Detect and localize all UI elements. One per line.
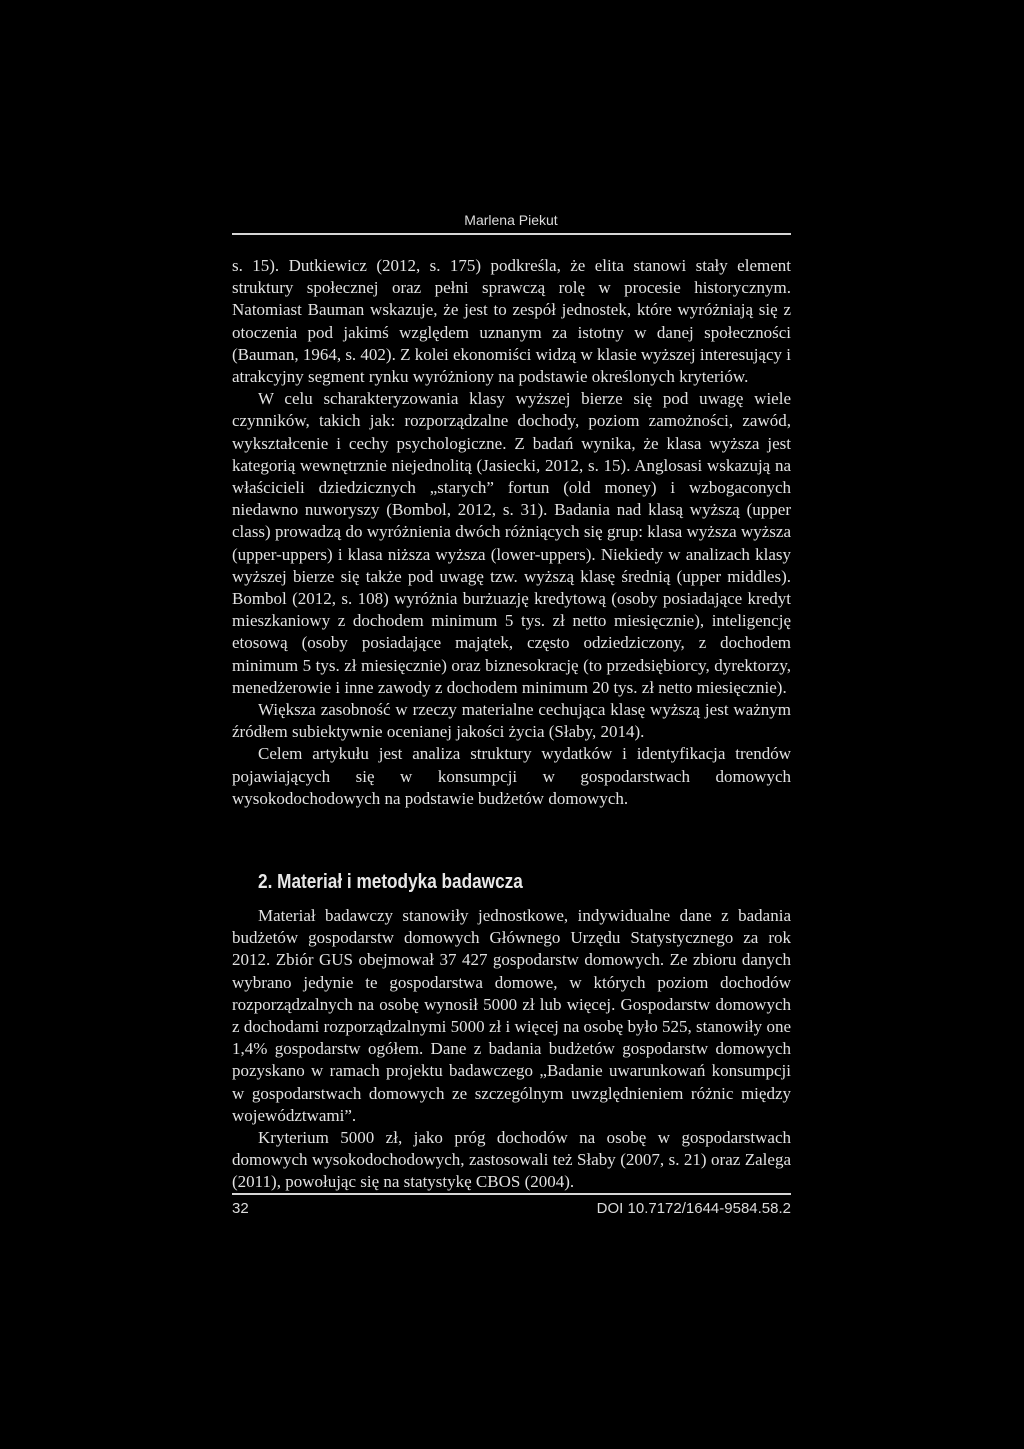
page-number: 32 — [232, 1200, 249, 1217]
paragraph: Większa zasobność w rzeczy materialne cechująca klasę wyższą jest ważnym źródłem subiektywnie ocenianej jakości życia (Słaby, 2014). — [232, 700, 791, 742]
running-header-author: Marlena Piekut — [464, 212, 558, 228]
paragraph: W celu scharakteryzowania klasy wyższej bierze się pod uwagę wiele czynników, takich jak: rozporządzalne dochody, poziom zamożności, zawód, wykształcenie i cechy psychologiczne. Z badań wynika, że klasa wyższa jest kategorią wewnętrznie niejednolitą (Jasiecki, 2012, s. 15). Anglosasi wskazują na właścicieli dziedzicznych „starych” fortun (old money) i wzbogaconych niedawno nuworyszy (Bombol, 2012, s. 31). Badania nad klasą wyższą (upper class) prowadzą do wyróżnienia dwóch różniących się grup: klasa wyższa wyższa (upper-uppers) i klasa niższa wyższa (lower-uppers). Niekiedy w analizach klasy wyższej bierze się także pod uwagę tzw. wyższą klasę średnią (upper middles). Bombol (2012, s. 108) wyróżnia burżuazję kredytową (osoby posiadające kredyt mieszkaniowy z dochodem minimum 5 tys. zł netto miesięcznie), inteligencję etosową (osoby posiadające majątek, często odziedziczony, z dochodem minimum 5 tys. zł miesięcznie) oraz biznesokrację (to przedsiębiorcy, dyrektorzy, menedżerowie i inne zawody z dochodem minimum 20 tys. zł netto miesięcznie). — [232, 389, 791, 697]
footer-rule — [232, 1193, 791, 1195]
header-rule — [232, 233, 791, 235]
paragraph: s. 15). Dutkiewicz (2012, s. 175) podkreśla, że elita stanowi stały element struktury społecznej oraz pełni sprawczą rolę w procesie historycznym. Natomiast Bauman wskazuje, że jest to zespół jednostek, które wyróżniają się z otoczenia pod jakimś względem uznanym za istotny w danej społeczności (Bauman, 1964, s. 402). Z kolei ekonomiści widzą w klasie wyższej interesujący i atrakcyjny segment rynku wyróżniony na podstawie określonych kryteriów. — [232, 256, 791, 387]
body-text — [232, 255, 791, 810]
section-text — [232, 905, 791, 1194]
paragraph: Materiał badawczy stanowiły jednostkowe, indywidualne dane z badania budżetów gospodarstw domowych Głównego Urzędu Statystycznego za rok 2012. Zbiór GUS obejmował 37 427 gospodarstw domowych. Ze zbioru danych wybrano jedynie te gospodarstwa domowe, w których poziom dochodów rozporządzalnych na osobę wynosił 5000 zł lub więcej. Gospodarstw domowych z dochodami rozporządzalnymi 5000 zł i więcej na osobę było 525, stanowiły one 1,4% gospodarstw ogółem. Dane z badania budżetów gospodarstw domowych pozyskano w ramach projektu badawczego „Badanie uwarunkowań konsumpcji w gospodarstwach domowych ze szczególnym uwzględnieniem różnic między województwami”. — [232, 906, 791, 1125]
paragraph: Celem artykułu jest analiza struktury wydatków i identyfikacja trendów pojawiających się w konsumpcji w gospodarstwach domowych wysokodochodowych na podstawie budżetów domowych. — [232, 744, 791, 808]
paragraph: Kryterium 5000 zł, jako próg dochodów na osobę w gospodarstwach domowych wysokodochodowych, zastosowali też Słaby (2007, s. 21) oraz Zalega (2011), powołując się na statystykę CBOS (2004). — [232, 1128, 791, 1192]
section-heading: 2. Materiał i metodyka badawcza — [258, 871, 523, 893]
doi-link[interactable]: DOI 10.7172/1644-9584.58.2 — [596, 1200, 791, 1217]
